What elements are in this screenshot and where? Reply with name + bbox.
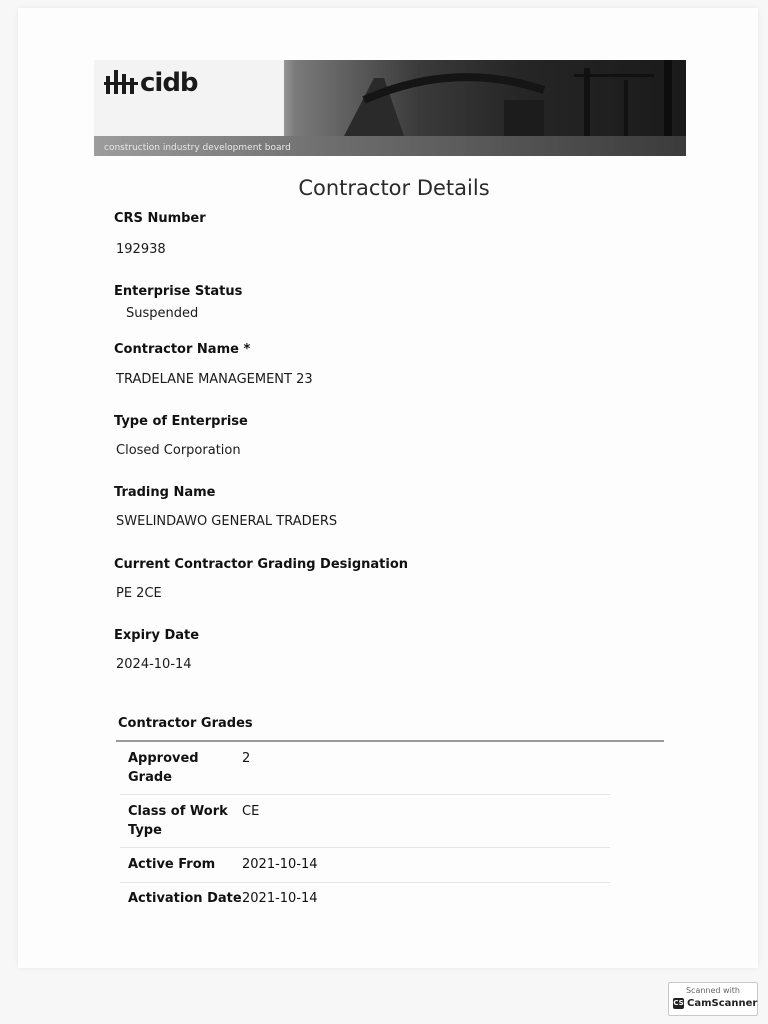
contractor-grades-table	[120, 746, 610, 917]
watermark-caption: Scanned with	[685, 986, 741, 995]
crs-number-value: 192938	[116, 242, 166, 257]
enterprise-status-label: Enterprise Status	[114, 284, 243, 299]
logo-text: cidb	[140, 68, 198, 98]
contractor-name-value: TRADELANE MANAGEMENT 23	[116, 372, 313, 387]
watermark-brand: CamScanner	[687, 998, 758, 1009]
camscanner-logo-icon: CS	[673, 999, 684, 1007]
banner-strip-text: construction industry development board	[104, 143, 291, 153]
class-of-work-label: Class of Work Type	[128, 804, 228, 838]
crs-number-label: CRS Number	[114, 211, 206, 226]
table-row	[120, 883, 610, 917]
grading-designation-label: Current Contractor Grading Designation	[114, 557, 409, 572]
type-of-enterprise-value: Closed Corporation	[116, 443, 241, 458]
cidb-logo-icon	[104, 68, 138, 98]
active-from-value: 2021-10-14	[242, 857, 318, 872]
page-title: Contractor Details	[298, 176, 490, 200]
expiry-date-value: 2024-10-14	[116, 657, 192, 672]
approved-grade-label: Approved Grade	[128, 751, 199, 785]
logo-area	[94, 60, 284, 136]
type-of-enterprise-label: Type of Enterprise	[114, 414, 248, 429]
trading-name-value: SWELINDAWO GENERAL TRADERS	[116, 514, 338, 529]
table-row	[120, 848, 610, 883]
table-row	[120, 746, 610, 795]
trading-name-label: Trading Name	[114, 485, 216, 500]
enterprise-status-value: Suspended	[126, 306, 199, 321]
contractor-grades-title: Contractor Grades	[118, 716, 253, 731]
activation-date-value: 2021-10-14	[242, 891, 318, 906]
table-row	[120, 795, 610, 848]
activation-date-label: Activation Date	[128, 891, 242, 906]
banner-strip	[94, 136, 686, 156]
expiry-date-label: Expiry Date	[114, 628, 200, 643]
cidb-banner	[94, 60, 686, 156]
construction-scene-image	[284, 60, 686, 136]
active-from-label: Active From	[128, 857, 216, 872]
grading-designation-value: PE 2CE	[116, 586, 162, 601]
grades-divider	[116, 740, 664, 742]
approved-grade-value: 2	[242, 751, 251, 766]
class-of-work-value: CE	[242, 804, 260, 819]
contractor-name-label: Contractor Name *	[114, 342, 251, 357]
camscanner-watermark	[668, 982, 758, 1016]
